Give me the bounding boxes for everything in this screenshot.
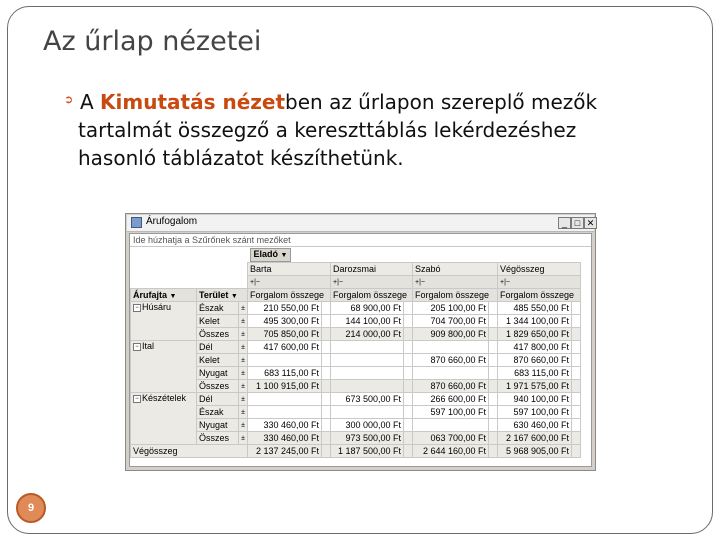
- chevron-down-icon: ▼: [230, 293, 238, 300]
- window-title: Árufogalom: [146, 216, 198, 227]
- value-cell: 68 900,00 Ft: [331, 302, 404, 315]
- expand-icon[interactable]: ±: [239, 419, 248, 432]
- row-area-label: Dél: [197, 393, 239, 406]
- row-group-ital[interactable]: − Ital: [131, 341, 197, 393]
- value-cell: [248, 354, 322, 367]
- collapse-icon[interactable]: −: [133, 395, 141, 403]
- collapse-icon[interactable]: −: [133, 304, 141, 312]
- cell-spacer: [489, 367, 498, 380]
- table-row: [131, 354, 581, 367]
- filter-drop-zone[interactable]: Ide húzhatja a Szűrőnek szánt mezőket: [130, 234, 591, 247]
- cell-spacer: [489, 341, 498, 354]
- cell-spacer: [572, 341, 581, 354]
- cell-spacer: [489, 419, 498, 432]
- cell-spacer: [489, 406, 498, 419]
- value-cell: 940 100,00 Ft: [498, 393, 572, 406]
- row-field-terulet[interactable]: Terület ▼: [197, 289, 248, 302]
- row-area-label: Észak: [197, 302, 239, 315]
- cell-spacer: [404, 328, 413, 341]
- column-field-area: [248, 248, 581, 263]
- cell-spacer: [322, 367, 331, 380]
- cell-spacer: [322, 341, 331, 354]
- row-group-készételek[interactable]: − Készételek: [131, 393, 197, 445]
- maximize-button[interactable]: □: [571, 217, 584, 229]
- value-cell: [413, 419, 489, 432]
- value-cell: [248, 393, 322, 406]
- form-icon: [131, 217, 142, 228]
- cell-spacer: [404, 393, 413, 406]
- cell-spacer: [489, 315, 498, 328]
- grand-total-row: [131, 445, 581, 458]
- expand-icon[interactable]: ±: [239, 432, 248, 445]
- cell-spacer: [489, 432, 498, 445]
- expand-icon[interactable]: ±: [239, 380, 248, 393]
- value-cell: [331, 406, 404, 419]
- chevron-down-icon: ▼: [169, 293, 177, 300]
- measure-header[interactable]: Forgalom összege: [248, 289, 331, 302]
- value-cell: 2 167 600,00 Ft: [498, 432, 572, 445]
- cell-spacer: [489, 354, 498, 367]
- value-cell: 214 000,00 Ft: [331, 328, 404, 341]
- value-cell: 485 550,00 Ft: [498, 302, 572, 315]
- value-cell: 870 660,00 Ft: [413, 354, 489, 367]
- value-cell: 063 700,00 Ft: [413, 432, 489, 445]
- cell-spacer: [322, 328, 331, 341]
- cell-spacer: [322, 419, 331, 432]
- value-cell: 683 115,00 Ft: [248, 367, 322, 380]
- value-cell: [331, 380, 404, 393]
- cell-spacer: [322, 354, 331, 367]
- expand-icon[interactable]: ±: [239, 393, 248, 406]
- close-button[interactable]: ✕: [584, 217, 597, 229]
- cell-spacer: [322, 302, 331, 315]
- table-row: [131, 341, 581, 354]
- cell-spacer: [489, 328, 498, 341]
- value-cell: 704 700,00 Ft: [413, 315, 489, 328]
- bullet-icon: ➲: [64, 93, 74, 106]
- chevron-down-icon: ▼: [280, 252, 288, 259]
- row-area-label: Észak: [197, 406, 239, 419]
- cell-spacer: [572, 380, 581, 393]
- expand-icon[interactable]: ±: [239, 406, 248, 419]
- bullet-line-3: hasonló táblázatot készíthetünk.: [78, 146, 404, 170]
- value-cell: 1 100 915,00 Ft: [248, 380, 322, 393]
- row-area-label: Kelet: [197, 354, 239, 367]
- row-field-arufajta[interactable]: Árufajta ▼: [131, 289, 197, 302]
- value-cell: 973 500,00 Ft: [331, 432, 404, 445]
- cell-spacer: [572, 406, 581, 419]
- table-row: [131, 393, 581, 406]
- table-row: [131, 315, 581, 328]
- row-area-label: Összes: [197, 380, 239, 393]
- grand-total-label: Végösszeg: [131, 445, 248, 458]
- expand-icon[interactable]: ±: [239, 341, 248, 354]
- column-group-barta[interactable]: Barta: [248, 263, 331, 276]
- measure-header[interactable]: Forgalom összege: [413, 289, 498, 302]
- measure-header[interactable]: Forgalom összege: [331, 289, 413, 302]
- bullet-line-2: tartalmát összegző a kereszttáblás lekérdezéshez: [78, 118, 577, 142]
- bullet-line1-rest: ben az űrlapon szereplő mezők: [285, 90, 598, 114]
- value-cell: 300 000,00 Ft: [331, 419, 404, 432]
- column-group-total[interactable]: Végösszeg: [498, 263, 581, 276]
- expand-collapse-barta[interactable]: +|−: [248, 276, 331, 289]
- value-cell: 495 300,00 Ft: [248, 315, 322, 328]
- grand-total-cell: 5 968 905,00 Ft: [498, 445, 572, 458]
- value-cell: 1 971 575,00 Ft: [498, 380, 572, 393]
- grand-total-cell: 2 644 160,00 Ft: [413, 445, 489, 458]
- value-cell: 630 460,00 Ft: [498, 419, 572, 432]
- grand-total-cell: 2 137 245,00 Ft: [248, 445, 322, 458]
- cell-spacer: [322, 406, 331, 419]
- cell-spacer: [489, 302, 498, 315]
- value-cell: 909 800,00 Ft: [413, 328, 489, 341]
- cell-spacer: [322, 315, 331, 328]
- value-cell: 870 660,00 Ft: [498, 354, 572, 367]
- cell-spacer: [322, 393, 331, 406]
- cell-spacer: [404, 419, 413, 432]
- cell-spacer: [572, 367, 581, 380]
- value-cell: 597 100,00 Ft: [413, 406, 489, 419]
- cell-spacer: [404, 302, 413, 315]
- column-group-szabo[interactable]: Szabó: [413, 263, 498, 276]
- grand-total-cell: 1 187 500,00 Ft: [331, 445, 404, 458]
- cell-spacer: [572, 302, 581, 315]
- value-cell: 205 100,00 Ft: [413, 302, 489, 315]
- cell-spacer: [489, 393, 498, 406]
- cell-spacer: [489, 380, 498, 393]
- row-area-label: Összes: [197, 432, 239, 445]
- value-cell: [413, 367, 489, 380]
- bullet-pre: A: [80, 90, 101, 114]
- value-cell: [248, 406, 322, 419]
- value-cell: 870 660,00 Ft: [413, 380, 489, 393]
- row-group-húsáru[interactable]: − Húsáru: [131, 302, 197, 341]
- expand-icon[interactable]: ±: [239, 354, 248, 367]
- expand-icon[interactable]: ±: [239, 367, 248, 380]
- value-cell: 210 550,00 Ft: [248, 302, 322, 315]
- table-row: [131, 406, 581, 419]
- value-cell: 330 460,00 Ft: [248, 419, 322, 432]
- value-cell: 597 100,00 Ft: [498, 406, 572, 419]
- cell-spacer: [572, 432, 581, 445]
- cell-spacer: [404, 354, 413, 367]
- column-group-darozsmai[interactable]: Darozsmai: [331, 263, 413, 276]
- cell-spacer: [404, 341, 413, 354]
- cell-spacer: [322, 380, 331, 393]
- expand-collapse-szabo[interactable]: +|−: [413, 276, 498, 289]
- value-cell: 330 460,00 Ft: [248, 432, 322, 445]
- expand-icon[interactable]: ±: [239, 302, 248, 315]
- table-row: [131, 328, 581, 341]
- table-row: [131, 302, 581, 315]
- window-body: [129, 233, 592, 467]
- value-cell: 683 115,00 Ft: [498, 367, 572, 380]
- seller-field-button[interactable]: Eladó ▼: [250, 248, 292, 262]
- cell-spacer: [404, 315, 413, 328]
- cell-spacer: [322, 432, 331, 445]
- cell-spacer: [572, 354, 581, 367]
- collapse-icon[interactable]: −: [133, 343, 141, 351]
- bullet-highlight: Kimutatás nézet: [100, 90, 286, 114]
- row-area-label: Dél: [197, 341, 239, 354]
- expand-collapse-darozsmai[interactable]: +|−: [331, 276, 413, 289]
- row-area-label: Nyugat: [197, 367, 239, 380]
- expand-collapse-total[interactable]: +|−: [498, 276, 581, 289]
- table-row: [131, 432, 581, 445]
- minimize-button[interactable]: _: [558, 217, 571, 229]
- value-cell: 417 800,00 Ft: [498, 341, 572, 354]
- cell-spacer: [572, 419, 581, 432]
- cell-spacer: [572, 328, 581, 341]
- slide-title: Az űrlap nézetei: [43, 26, 262, 57]
- measure-header[interactable]: Forgalom összege: [498, 289, 581, 302]
- table-row: [131, 380, 581, 393]
- value-cell: [413, 341, 489, 354]
- cell-spacer: [404, 432, 413, 445]
- value-cell: 266 600,00 Ft: [413, 393, 489, 406]
- page-number-badge: 9: [16, 493, 46, 523]
- value-cell: 144 100,00 Ft: [331, 315, 404, 328]
- value-cell: 705 850,00 Ft: [248, 328, 322, 341]
- window-titlebar[interactable]: [127, 215, 594, 232]
- pivot-window: [125, 213, 596, 471]
- expand-icon[interactable]: ±: [239, 315, 248, 328]
- table-row: [131, 367, 581, 380]
- value-cell: 1 344 100,00 Ft: [498, 315, 572, 328]
- value-cell: [331, 367, 404, 380]
- cell-spacer: [572, 393, 581, 406]
- row-area-label: Összes: [197, 328, 239, 341]
- cell-spacer: [404, 367, 413, 380]
- cell-spacer: [404, 406, 413, 419]
- row-area-label: Kelet: [197, 315, 239, 328]
- cell-spacer: [404, 380, 413, 393]
- pivot-table: [130, 248, 591, 458]
- bullet-paragraph: [64, 88, 668, 172]
- value-cell: 1 829 650,00 Ft: [498, 328, 572, 341]
- value-cell: [331, 341, 404, 354]
- value-cell: [331, 354, 404, 367]
- cell-spacer: [572, 315, 581, 328]
- value-cell: 673 500,00 Ft: [331, 393, 404, 406]
- table-row: [131, 419, 581, 432]
- value-cell: 417 600,00 Ft: [248, 341, 322, 354]
- expand-icon[interactable]: ±: [239, 328, 248, 341]
- row-area-label: Nyugat: [197, 419, 239, 432]
